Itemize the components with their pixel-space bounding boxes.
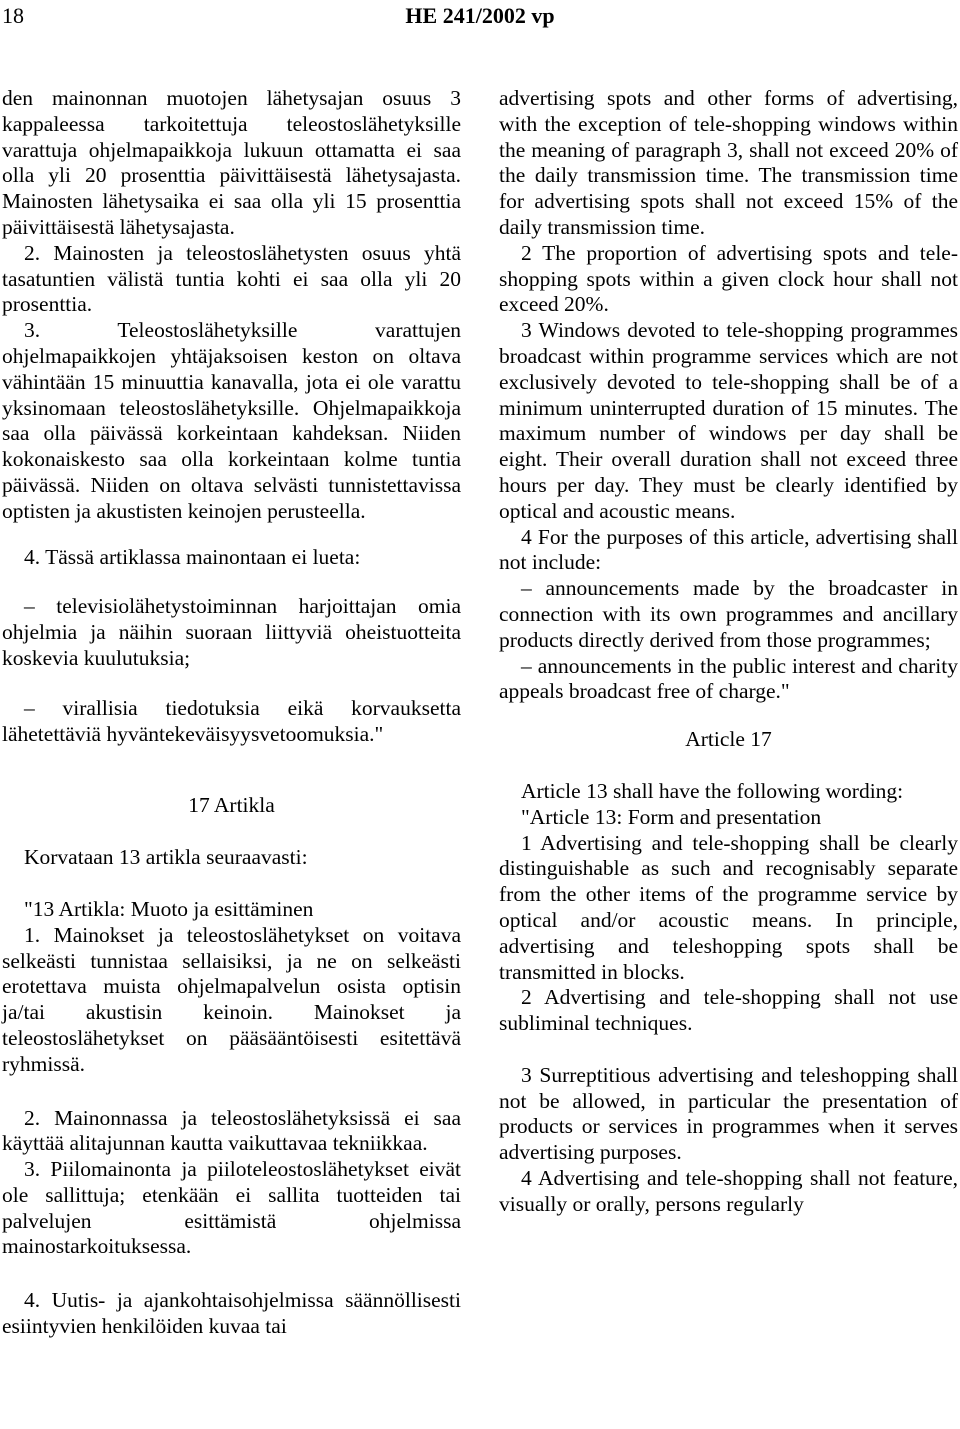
en-dash-item-2: – announcements in the public interest and charity appeals broadcast free of charge." [499,653,958,704]
fi-article-par-3: 3. Piilomainonta ja piiloteleostoslähetykset eivät ole sallittuja; etenkään ei sallita tuotteiden tai palvelujen esittämistä ohjelmissa mainostarkoituksessa. [2,1157,461,1259]
fi-paragraph-3: 3. Teleostoslähetyksille varattujen ohjelmapaikkojen yhtäjaksoisen keston on oltava vähintään 15 minuuttia kanavalla, jota ei ole varattu yksinomaan teleostoslähetyksille. Ohjelmapaikkoja saa olla päivässä korkeintaan kahdeksan. Niiden kokonaiskesto saa olla korkeintaan kolme tuntia päivässä. Niiden on oltava selvästi tunnistettavissa optisten ja akustisten keinojen perusteella. [2,318,461,523]
en-paragraph-1: advertising spots and other forms of advertising, with the exception of tele-shopping windows within the meaning of paragraph 3, shall not exceed 20% of the daily transmission time. The transmission time for advertising spots shall not exceed 15% of the daily transmission time. [499,86,958,239]
fi-paragraph-intro: Korvataan 13 artikla seuraavasti: [24,845,308,870]
fi-paragraph-2: 2. Mainosten ja teleostoslähetysten osuus yhtä tasatuntien välistä tuntia kohti ei saa olla yli 20 prosenttia. [2,240,461,317]
en-paragraph-3: 3 Windows devoted to tele-shopping programmes broadcast within programme services which are not exclusively devoted to tele-shopping shall be of a minimum uninterrupted duration of 15 minutes. The maximum number of windows per day shall be eight. Their overall duration shall not exceed three hours per day. They must be clearly identified by optical and acoustic means. [499,318,958,523]
en-paragraph-intro: Article 13 shall have the following wording: [521,778,904,803]
fi-paragraph-4: 4. Tässä artiklassa mainontaan ei lueta: [24,544,361,569]
fi-article-title: "13 Artikla: Muoto ja esittäminen [24,896,314,921]
en-article-par-1: 1 Advertising and tele-shopping shall be clearly distinguishable as such and recognisably separate from the other items of the programme service by optical and/or acoustic means. In principle, advertising and teleshopping spots shall be transmitted in blocks. [499,830,958,984]
fi-article-par-2: 2. Mainonnassa ja teleostoslähetyksissä ei saa käyttää alitajunnan kautta vaikuttavaa tekniikkaa. [2,1105,461,1156]
document-reference: HE 241/2002 vp [405,3,555,28]
fi-dash-item-1: – televisiolähetystoiminnan harjoittajan omia ohjelmia ja näihin suoraan liittyviä oheistuotteita koskevia kuulutuksia; [2,594,461,670]
fi-article-par-1: 1. Mainokset ja teleostoslähetykset on voitava selkeästi tunnistaa sellaisiksi, ja ne on selkeästi erotettava muista ohjelmapalvelun osista optisin ja/tai akustisin keinoin. Mainokset ja teleostoslähetykset on pääsääntöisesti esitettävä ryhmissä. [2,922,461,1076]
fi-paragraph-1: den mainonnan muotojen lähetysajan osuus 3 kappaleessa tarkoitettuja teleostoslähetyksille varattuja ohjelmapaikkoja lukuun ottamatta ei saa olla yli 20 prosenttia päivittäisestä lähetysajasta. Mainosten lähetysaika ei saa olla yli 15 prosenttia päivittäisestä lähetysajasta. [2,86,461,239]
finnish-column [2,86,461,1340]
en-article-title: "Article 13: Form and presentation [521,804,822,829]
en-dash-item-1: – announcements made by the broadcaster in connection with its own programmes and ancillary products directly derived from those programmes; [499,576,958,652]
page-number: 18 [2,3,24,28]
en-article-par-3: 3 Surreptitious advertising and teleshopping shall not be allowed, in particular the presentation of products or services in programmes when it serves advertising purposes. [499,1062,958,1165]
page-header [0,2,960,30]
fi-dash-item-2: – virallisia tiedotuksia eikä korvauksetta lähetettäviä hyväntekeväisyysvetoomuksia." [2,695,461,746]
en-article-heading: Article 17 [685,727,772,752]
fi-article-par-4: 4. Uutis- ja ajankohtaisohjelmissa säännöllisesti esiintyvien henkilöiden kuvaa tai [2,1288,461,1339]
en-article-par-2: 2 Advertising and tele-shopping shall not use subliminal techniques. [499,985,958,1036]
en-paragraph-2: 2 The proportion of advertising spots and tele-shopping spots within a given clock hour shall not exceed 20%. [499,240,958,317]
fi-article-heading: 17 Artikla [188,793,275,818]
en-paragraph-4: 4 For the purposes of this article, advertising shall not include: [499,524,958,575]
en-article-par-4: 4 Advertising and tele-shopping shall not feature, visually or orally, persons regularly [499,1166,958,1216]
english-column [499,86,958,1218]
